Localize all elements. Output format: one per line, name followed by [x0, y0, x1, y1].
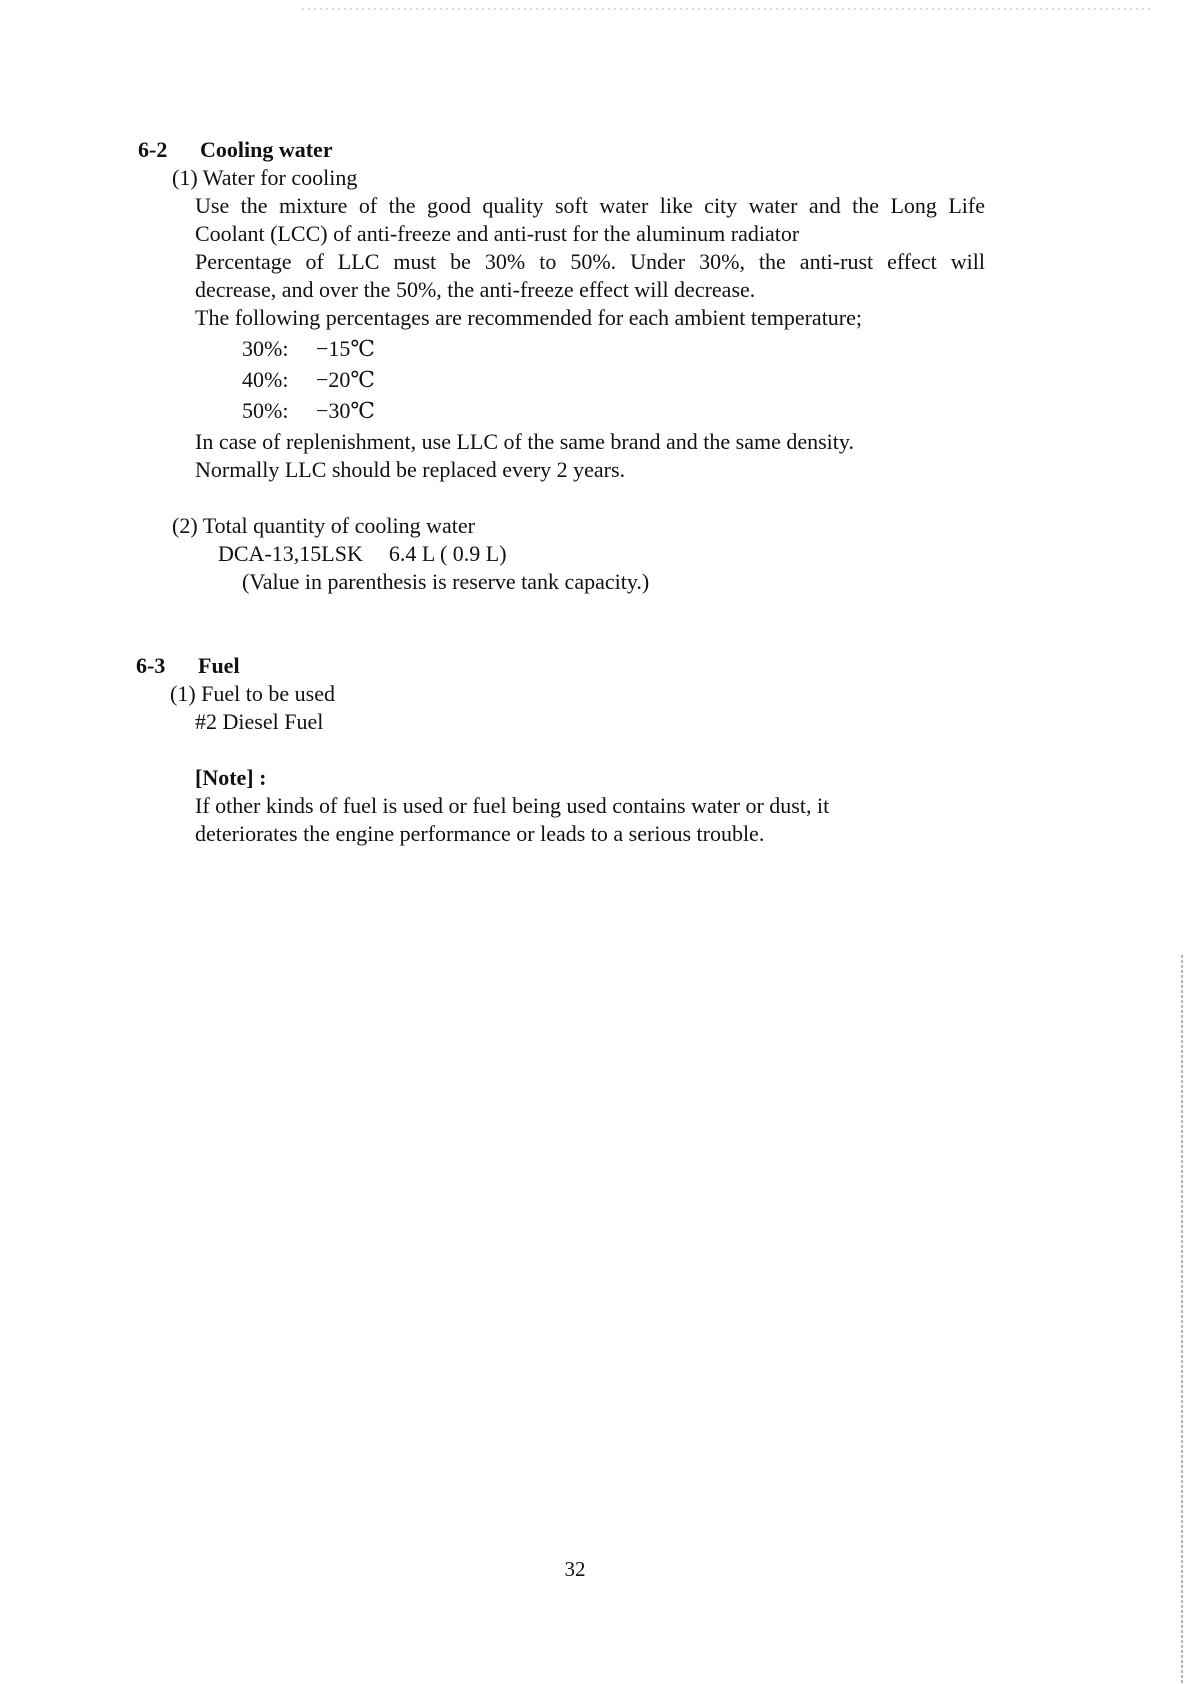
- section-6-2-title: Cooling water: [200, 137, 333, 162]
- temperature-percent: 30%:: [242, 336, 289, 361]
- cooling-item-2-label: (2) Total quantity of cooling water: [172, 513, 475, 538]
- cooling-para-line-2: Coolant (LCC) of anti-freeze and anti-rust for the aluminum radiator: [195, 221, 800, 246]
- model-name: DCA-13,15LSK: [218, 541, 363, 566]
- cooling-para-line-3: Percentage of LLC must be 30% to 50%. Under 30%, the anti-rust effect will: [195, 249, 985, 274]
- quantity-value: 6.4 L ( 0.9 L): [388, 541, 507, 566]
- cooling-para-line-4: decrease, and over the 50%, the anti-freeze effect will decrease.: [195, 277, 756, 302]
- temperature-row: [242, 396, 375, 426]
- scan-artifact-right-edge: [1181, 955, 1183, 1684]
- temperature-value: −20℃: [316, 367, 376, 392]
- temperature-row: [242, 365, 375, 395]
- section-6-2-heading: [138, 136, 333, 164]
- cooling-item-1-label: (1) Water for cooling: [172, 165, 358, 190]
- cooling-quantity-row: [218, 540, 507, 568]
- cooling-para-line-5: The following percentages are recommended for each ambient temperature;: [195, 305, 863, 330]
- temperature-value: −15℃: [316, 336, 376, 361]
- section-6-3-number: 6-3: [136, 653, 166, 678]
- temperature-percent: 40%:: [242, 367, 289, 392]
- temperature-value: −30℃: [316, 398, 376, 423]
- section-6-3-title: Fuel: [198, 653, 240, 678]
- cooling-para-line-7: Normally LLC should be replaced every 2 years.: [195, 457, 626, 482]
- scan-artifact-top: [300, 8, 1150, 10]
- note-line-2: deteriorates the engine performance or leads to a serious trouble.: [195, 821, 765, 846]
- temperature-percent: 50%:: [242, 398, 289, 423]
- temperature-row: [242, 334, 375, 364]
- section-6-2-number: 6-2: [138, 137, 168, 162]
- fuel-item-1-label: (1) Fuel to be used: [170, 681, 335, 706]
- section-6-3-heading: [136, 652, 240, 680]
- cooling-para-line-1: Use the mixture of the good quality soft water like city water and the Long Life: [195, 193, 985, 218]
- cooling-para-line-6: In case of replenishment, use LLC of the same brand and the same density.: [195, 429, 854, 454]
- note-line-1: If other kinds of fuel is used or fuel being used contains water or dust, it: [195, 793, 830, 818]
- reserve-tank-note: (Value in parenthesis is reserve tank capacity.): [242, 569, 650, 594]
- page-number: 32: [564, 1557, 586, 1581]
- fuel-type-value: #2 Diesel Fuel: [195, 709, 324, 734]
- note-label: [Note] :: [195, 765, 267, 790]
